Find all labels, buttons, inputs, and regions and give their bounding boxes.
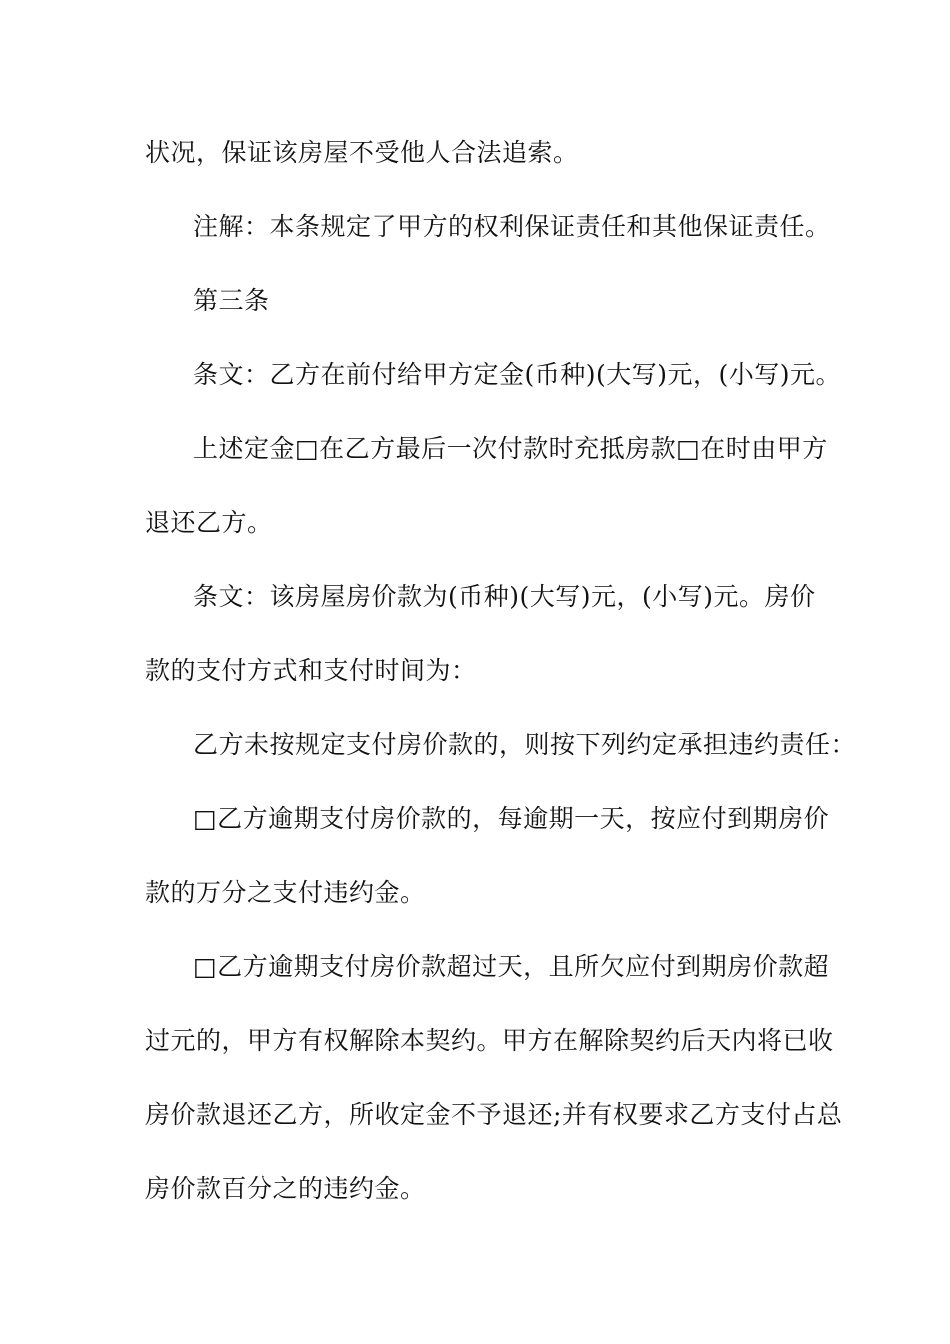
paragraph-line: □乙方逾期支付房价款的，每逾期一天，按应付到期房价 [193,804,830,833]
annotation-line: 注解：本条规定了甲方的权利保证责任和其他保证责任。 [193,212,831,241]
paragraph-line: 房价款百分之的违约金。 [145,1174,426,1203]
paragraph-line: 款的万分之支付违约金。 [145,878,426,907]
paragraph-line: 条文：乙方在前付给甲方定金(币种)(大写)元，(小写)元。 [193,360,842,389]
paragraph-line: 过元的，甲方有权解除本契约。甲方在解除契约后天内将已收 [145,1026,834,1055]
paragraph-line: 乙方未按规定支付房价款的，则按下列约定承担违约责任： [193,730,857,759]
paragraph-line: 房价款退还乙方，所收定金不予退还;并有权要求乙方支付占总 [145,1100,843,1129]
paragraph-line: □乙方逾期支付房价款超过天，且所欠应付到期房价款超 [193,952,830,981]
paragraph-line: 退还乙方。 [145,508,273,537]
paragraph-line: 状况，保证该房屋不受他人合法追索。 [145,138,579,167]
paragraph-line: 款的支付方式和支付时间为： [145,656,477,685]
paragraph-line: 条文：该房屋房价款为(币种)(大写)元，(小写)元。房价 [193,582,816,611]
article-heading: 第三条 [193,286,270,315]
paragraph-line: 上述定金□在乙方最后一次付款时充抵房款□在时由甲方 [193,434,828,463]
